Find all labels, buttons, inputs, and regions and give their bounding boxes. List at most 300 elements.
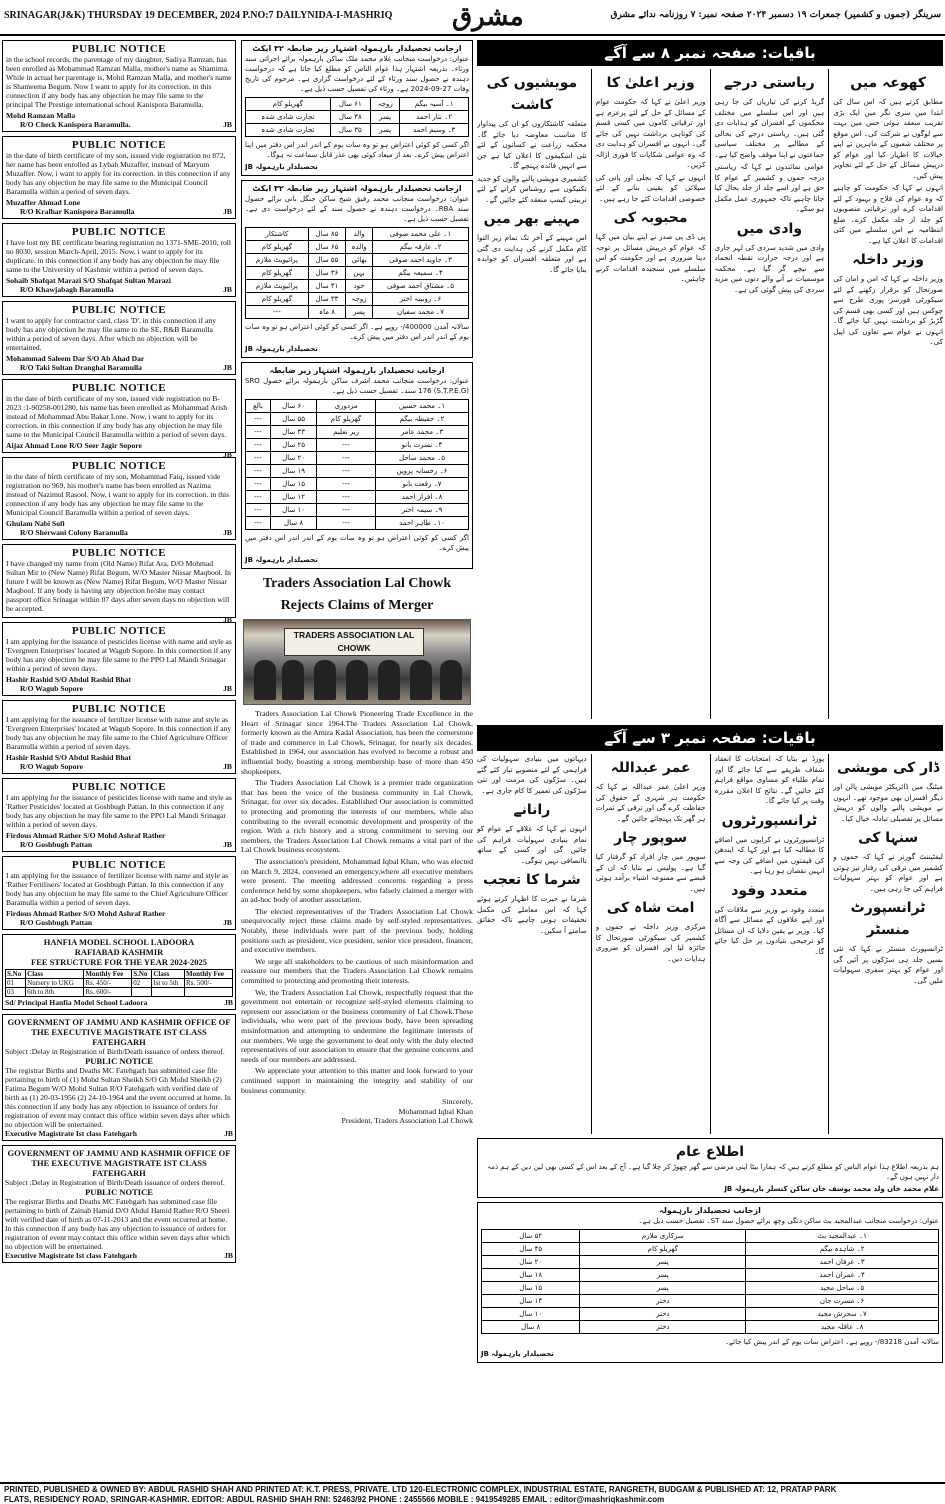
heir-cell: سرکاری ملازم [580, 1230, 746, 1243]
heir-cell: ۳۳ سال [308, 293, 345, 306]
fee-cell [152, 988, 185, 997]
heir-cell: بھائی [346, 254, 373, 267]
middle-column [241, 40, 473, 1480]
fee-jb: JB [224, 998, 233, 1007]
heir-cell: گھریلو کام [317, 413, 376, 426]
urdu-notice-1-sign: تحصیلدار بارہمولہ JB [245, 163, 318, 171]
heir-cell: ۱۔ عبدالمجید بٹ [746, 1230, 939, 1243]
urdu-notice-3-heading: ازجانب تحصیلدار بارہمولہ اشتہار زیر ضابطہ [269, 366, 445, 375]
heir-cell: گھریلو کام [246, 267, 309, 280]
heir-row [246, 306, 469, 319]
heir-cell: ۱۸ سال [482, 1269, 580, 1282]
column-divider [828, 69, 829, 719]
notice-jb: JB [223, 450, 232, 459]
heir-row [482, 1269, 939, 1282]
notice-body: in the school records, the parentage of my daughter, Sadiya Ramzan, has been enrolled as Mohammad Ramzan Malla, mother's name as Shamima. While in actual her parentage is, Mohd Ramzan Malla, and mother's name is Shameema Begum. Now I want to apply for its correction. in this connection if any body has any objection he may file same to the principal The Prestige international school Kanispora Baramulla. [6, 55, 232, 109]
news-headline: رانانے [513, 802, 551, 818]
news-column [477, 754, 587, 1134]
notice-jb: JB [223, 120, 232, 129]
heir-cell: ۱۲ سال [270, 491, 316, 504]
news-headline: کھوعہ میں [850, 75, 927, 91]
news-paragraph: عوامی نمائندوں نے کہا کہ ریاستی درجہ جموں و کشمیر کے عوام کا حق ہے اور اسے جلد از جلد بحال کیا جانا چاہیے تاکہ جمہوری عمل مکمل ہو سکے۔ [714, 162, 825, 213]
news-paragraph: پی ڈی پی صدر نے اپنے بیان میں کہا کہ عوام کو درپیش مسائل پر توجہ دینا ضروری ہے اور حکومت کو اس سلسلے میں سنجیدہ اقدامات کرنے چاہئیں۔ [595, 232, 706, 283]
notice-title: PUBLIC NOTICE [71, 781, 167, 793]
heir-row [482, 1321, 939, 1334]
notice-signer: Hashir Rashid S/O Abdul Rashid Bhat [6, 675, 131, 684]
heir-cell: ۷۔ سحرش مجید [746, 1308, 939, 1321]
heir-cell: بہن [346, 267, 373, 280]
heir-row [246, 439, 469, 452]
heir-cell: ۲۰ سال [482, 1256, 580, 1269]
heir-cell: بالغ [246, 400, 271, 413]
gov-jb: JB [224, 1251, 233, 1260]
notice-signature [6, 753, 232, 762]
heir-cell: ۳۔ وسیم احمد [400, 124, 469, 137]
heir-cell: ۲۵ سال [270, 439, 316, 452]
heir-cell: خود [346, 280, 373, 293]
notice-jb: JB [223, 840, 232, 849]
heir-cell: ۲۔ حفیظہ بیگم [375, 413, 468, 426]
heir-cell: ۹۔ سیمہ اختر [375, 504, 468, 517]
urdu-notice-1-body: عنوان: درخواست منجانب غلام محمد ملک ساکن بارہمولہ برائے اجرائی سند ورثاء۔ بذریعہ اشتہار ہذا عوام الناس کو مطلع کیا جاتا ہے کہ درخواست دہندہ نے حصول سند ورثاء کے لئے درخواست گزاری ہے۔ مرحوم کی تاریخ وفات 27-09-2024 ہے۔ ورثاء کی تفصیل حسب ذیل ہے۔ [245, 55, 469, 93]
fee-cell [132, 988, 152, 997]
gov-title: PUBLIC NOTICE [85, 1056, 153, 1066]
heir-cell: --- [317, 452, 376, 465]
heir-cell: --- [246, 452, 271, 465]
news-headline: امت شاہ کی [606, 900, 695, 916]
news-paragraph: اس مہینے کے آخر تک تمام زیر التوا کام مکمل کرنے کی ہدایت دی گئی ہے اور متعلقہ افسران کو جوابدہ بنایا جائے گا۔ [477, 233, 587, 274]
continuation-banner-1: باقیات: صفحہ نمبر ۸ سے آگے [477, 40, 943, 66]
notice-title: PUBLIC NOTICE [71, 703, 167, 715]
news-paragraph: مرکزی وزیر داخلہ نے جموں و کشمیر کی سیکورٹی صورتحال کا جائزہ لیا اور افسران کو ضروری ہدایات دیں۔ [595, 922, 706, 963]
heir-row [246, 267, 469, 280]
notice-address [6, 363, 232, 372]
masthead-logo: مشرق [452, 2, 524, 32]
public-notice [2, 223, 236, 297]
notice-address-text: R/O Taki Sultan Dranghal Baramulla [20, 363, 142, 372]
heir-cell: ۲۔ نثار احمد [400, 111, 469, 124]
news-paragraph: سوپور میں چار افراد کو گرفتار کیا گیا ہے۔ پولیس نے بتایا کہ ان کے قبضے سے ممنوعہ اشیاء برآمد ہوئی ہیں۔ [595, 852, 706, 893]
heir-cell: ۶۰ سال [270, 400, 316, 413]
bottom-news-columns [477, 754, 943, 1134]
fee-sign: Sd/ Principal Hanfia Model School Ladoora [5, 998, 148, 1007]
notice-signature [6, 354, 232, 363]
urdu-notice-3-body: عنوان: درخواست منجانب محمد اشرف ساکن بارہمولہ برائے حصول SRO 176 (S.T.P.E.G) سند۔ تفصیل حسب ذیل ہے۔ [245, 377, 469, 395]
person-figure [440, 660, 462, 700]
person-figure [282, 660, 304, 700]
person-figure [314, 660, 336, 700]
notice-address [6, 285, 232, 294]
notice-title: PUBLIC NOTICE [71, 304, 167, 316]
public-notice [2, 301, 236, 375]
heir-row [246, 452, 469, 465]
notice-signature [6, 675, 232, 684]
heir-cell: مزدوری [317, 400, 376, 413]
notice-jb: JB [223, 528, 232, 537]
notice-signer: Ghulam Nabi Sofi [6, 519, 65, 528]
government-notice [2, 1145, 236, 1263]
fee-cell: 02 [132, 979, 152, 988]
heir-cell: ۱۰ سال [270, 504, 316, 517]
fee-cell: Rs. 600/- [84, 988, 132, 997]
fee-header-cell: Monthly Fee [185, 970, 233, 979]
heir-cell: ۵۲ سال [482, 1230, 580, 1243]
news-column [596, 69, 706, 719]
news-column [715, 754, 825, 1134]
heir-cell: گھریلو کام [246, 293, 309, 306]
news-headline: محبوبہ کی [613, 210, 688, 226]
heir-row [482, 1308, 939, 1321]
column-divider [710, 754, 711, 1134]
heir-cell: ۶۔ روبینہ اختر [373, 293, 469, 306]
notice-signature [6, 519, 232, 528]
heir-cell: ۶۱ سال [330, 98, 370, 111]
heir-row [246, 413, 469, 426]
notice-address [6, 207, 232, 216]
school-place: RAFIABAD KASHMIR [74, 947, 164, 957]
heir-row [246, 426, 469, 439]
heir-cell: والد [346, 228, 373, 241]
heir-cell: ۸۵ سال [308, 228, 345, 241]
heir-cell: --- [317, 517, 376, 530]
heir-cell: ۶۵ سال [308, 241, 345, 254]
heir-cell: پسر [580, 1256, 746, 1269]
school-fee-structure [2, 934, 236, 1010]
notice-title: PUBLIC NOTICE [71, 226, 167, 238]
heir-cell: ۳۸ سال [330, 111, 370, 124]
heir-cell: ۳۵ سال [330, 124, 370, 137]
news-paragraph: وزیر اعلیٰ عمر عبداللہ نے کہا کہ حکومت ہر شہری کے حقوق کی حفاظت کرے گی اور ترقی کے ثمرات ہر گھر تک پہنچائے جائیں گے۔ [595, 782, 706, 823]
masthead [0, 0, 945, 36]
heir-row [482, 1282, 939, 1295]
notice-body: I have lost my BE certificate bearing registration no 1371-SME-2010, roll no 8030, session March-April, 2015. Now, i want to apply for its duplicate. in this connection if any body has any objection he may file same to the University of Kashmir within a period of seven days. [6, 238, 232, 274]
news-column [596, 754, 706, 1134]
heir-cell: گھریلو کام [246, 241, 309, 254]
heir-cell: ۵۵ سال [308, 254, 345, 267]
urdu-notice-1 [241, 40, 473, 176]
notice-signer: Mohd Ramzan Malla [6, 111, 76, 120]
urdu-notice-2-sign: تحصیلدار بارہمولہ JB [245, 345, 318, 353]
imprint-footer [0, 1482, 945, 1504]
notice-address-text: R/O Kralhar Kanispora Baramulla [20, 207, 135, 216]
traders-headline-1: Traders Association Lal Chowk [262, 576, 452, 591]
fee-cell: Ist to 5th [152, 979, 185, 988]
public-notice [2, 778, 236, 852]
fee-header-cell: S.No [132, 970, 152, 979]
masthead-urdu-dateline: سرینگر (جموں و کشمیر) جمعرات ۱۹ دسمبر ۲۰۲۴ صفحہ نمبر: ۷ روزنامہ ندائے مشرق [610, 10, 941, 20]
notice-signature [6, 111, 232, 120]
notice-address-text: R/O Sherwani Colony Baramulla [20, 528, 128, 537]
heir-cell: ۱۔ آسیہ بیگم [400, 98, 469, 111]
notice-address [6, 918, 232, 927]
urdu-notice-3-table [245, 399, 469, 530]
heir-row [246, 241, 469, 254]
heir-cell: پسر [346, 306, 373, 319]
heir-cell: پسر [371, 124, 400, 137]
heir-cell: ۲۔ عارفہ بیگم [373, 241, 469, 254]
ittila-title: اطلاع عام [675, 1144, 745, 1160]
urdu-notice-2 [241, 180, 473, 358]
notice-jb: JB [223, 762, 232, 771]
heir-cell: --- [246, 413, 271, 426]
fee-row [6, 988, 233, 997]
news-column [833, 69, 943, 719]
notice-signer: Sohaib Shafqat Marazi S/O Shafqat Sultan Marazi [6, 276, 171, 285]
news-column [833, 754, 943, 1134]
notice-title: PUBLIC NOTICE [71, 43, 167, 55]
notice-address-text: R/O Goshbugh Pattan [20, 918, 93, 927]
heir-cell: ۳۔ محمد عامر [375, 426, 468, 439]
heir-cell: کاشتکار [246, 228, 309, 241]
heir-cell: --- [317, 504, 376, 517]
heir-cell: ۷۔ رفعت بانو [375, 478, 468, 491]
fee-cell: Nursery to UKG [26, 979, 84, 988]
traders-signer: Mohammad Iqbal Khan [398, 1106, 473, 1116]
gov-subject: Subject :Delay in Registration of Birth/Death issuance of orders thereof. [5, 1047, 225, 1056]
urdu-notice-2-heading: ازجانب تحصیلدار بارہمولہ اشتہار زیر ضابطہ ۳۲ ایکٹ [252, 184, 462, 193]
news-paragraph: وزیر داخلہ نے کہا کہ امن و امان کی صورتحال کو برقرار رکھنے کے لئے سیکورٹی فورسز پوری طرح سے چوکس ہیں اور کسی بھی قسم کی گڑبڑ کو برداشت نہیں کیا جائے گا۔ انہوں نے عوام سے تعاون کی اپیل کی۔ [833, 274, 943, 346]
fee-cell: 03 [6, 988, 26, 997]
traders-banner: TRADERS ASSOCIATION LAL CHOWK [284, 628, 424, 656]
traders-paragraph: Traders Association Lal Chowk Pioneering Trade Excellence in the Heart of Srinagar since 1964.The Traders Association Lal Chowk, formerly known as the Amira Kadal Association, has been the cornerstone of trade and commerce in Lal Chowk, Srinagar, for nearly six decades. Established in 1964, our association has evolved to become a robust and influential body, boasting a strong membership base of more than 450 shopkeepers. [241, 709, 473, 776]
traders-paragraph: We, the Traders Association Lal Chowk, respectfully request that the government not entertain or recognize self-styled elements claiming to represent our association or the business community of Lal Chowk.These individuals, who were part of the previous body, have been spreading misinformation and attempting to undermine the legitimate interests of our members. We urge the government to deal only with the duly elected representatives of our association to ensure that the genuine concerns and needs of our members are addressed. [241, 987, 473, 1064]
heir-row [246, 293, 469, 306]
heir-cell: گھریلو کام [246, 98, 331, 111]
news-paragraph: وادی میں شدید سردی کی لہر جاری ہے اور درجہ حرارت نقطہ انجماد سے نیچے گر گیا ہے۔ محکمہ موسمیات نے آنے والے دنوں میں مزید سردی کی پیش گوئی کی ہے۔ [714, 242, 825, 294]
heir-cell: --- [246, 426, 271, 439]
public-notices-column [2, 40, 236, 1480]
news-headline: مہینے بھر میں [483, 211, 581, 227]
heir-cell: زیر تعلیم [317, 426, 376, 439]
notice-body: I am applying for the issuance of pesticides license with name and style as 'Evergreen Enterprises' located at Wagub Sopore. In this connection if any body has any objection he may file same to the PPO Lal Mandi Srinagar within a period of seven days. [6, 637, 232, 673]
notice-body: I am applying for the issuance of fertilizer license with name and style as 'Evergreen Enterprises' located at Wagub Sopore. In this connection if any body has any objection he may file same to the Chief Agriculture Officer Baramulla within a period of seven days. [6, 715, 232, 751]
heir-cell: --- [246, 439, 271, 452]
public-notice [2, 379, 236, 459]
fee-title: FEE STRUCTURE FOR THE YEAR 2024-2025 [31, 957, 207, 967]
traders-signer-title: President, Traders Association Lal Chowk [341, 1116, 473, 1126]
fee-cell: 6th to 8th [26, 988, 84, 997]
heir-cell: ۵۔ محمد ساحل [375, 452, 468, 465]
notice-jb: JB [223, 684, 232, 693]
heir-cell: ۵۔ مشتاق احمد صوفی [373, 280, 469, 293]
notice-signature [6, 831, 232, 840]
public-notice [2, 622, 236, 696]
news-paragraph: وزیر اعلیٰ نے کہا کہ حکومت عوام کے مسائل کے حل کے لئے پرعزم ہے اور ترقیاتی کاموں میں کسی قسم کی کوتاہی برداشت نہیں کی جائے گی۔ انہوں نے افسران کو ہدایت دی کہ وہ عوامی شکایات کا فوری ازالہ کریں۔ [595, 97, 706, 169]
heir-cell: ۲۔ شاہدہ بیگم [746, 1243, 939, 1256]
ittila-and-notice-stack [477, 1134, 943, 1367]
urdu-notice-4-heading: ازجانب تحصیلدار بارہمولہ [659, 1206, 761, 1215]
notice-body: I am applying for the issuance of fertilizer license with name and style as 'Rather Fertilisers' located at Goshbugh Pattan. In this connection if any body has any objection he may file same to the Chief Agriculture Officer Baramulla within a period of seven days. [6, 871, 229, 907]
heir-cell: --- [246, 465, 271, 478]
heir-cell: --- [246, 478, 271, 491]
heir-cell: ۴۔ عمران احمد [746, 1269, 939, 1282]
traders-paragraph: We appreciate your attention to this matter and look forward to your continued support in maintaining the integrity and stability of our business community. [241, 1066, 473, 1095]
person-figure [410, 660, 432, 700]
urdu-notice-2-footer: سالانہ آمدن 400000/- روپے ہے۔ اگر کسی کو کوئی اعتراض ہو تو وہ سات یوم کے اندر اندر اس دفتر میں پیش کرے۔ [245, 323, 469, 341]
notice-signer: Firdous Ahmad Rather S/O Mohd Ashraf Rather [6, 831, 166, 840]
gov-header: GOVERNMENT OF JAMMU AND KASHMIR OFFICE OF THE EXECUTIVE MAGISTRATE IST CLASS FATEHGARH [7, 1148, 231, 1178]
notice-body: I want to apply for contractor card, class 'D'. in this connection if any body has any objection he may file same to the SE, R&B Baramulla within a period of seven days. After which no objection will be entertained. [6, 316, 217, 352]
heir-cell: دختر [580, 1321, 746, 1334]
column-divider [828, 754, 829, 1134]
heir-row [246, 98, 469, 111]
news-paragraph: ٹرانسپورٹ منسٹر نے کہا کہ نئی بسیں جلد ہی سڑکوں پر آئیں گی اور عوام کو بہتر سفری سہولیات ملیں گی۔ [833, 944, 943, 985]
heir-cell: ۱۹ سال [270, 465, 316, 478]
urdu-notice-4-footer: سالانہ آمدن 83218/- روپے ہے۔ اعتراض سات یوم کے اندر پیش کیا جائے۔ [724, 1338, 939, 1346]
heir-cell: گھریلو کام [580, 1243, 746, 1256]
heir-cell: ۳۔ عرفان احمد [746, 1256, 939, 1269]
heir-cell: ۴۔ نسرت بانو [375, 439, 468, 452]
heir-cell: ۵۔ ساحل مجید [746, 1282, 939, 1295]
heir-row [246, 517, 469, 530]
traders-headline-2: Rejects Claims of Merger [280, 598, 434, 613]
notice-title: PUBLIC NOTICE [71, 859, 167, 871]
heir-cell: ۴۱ سال [308, 280, 345, 293]
column-divider [591, 754, 592, 1134]
public-notice [2, 40, 236, 132]
heir-cell: ۷۔ محمد سفیان [373, 306, 469, 319]
public-notice [2, 544, 236, 624]
notice-jb: JB [223, 207, 232, 216]
notice-signer: Hashir Rashid S/O Abdul Rashid Bhat [6, 753, 131, 762]
news-paragraph: لیفٹیننٹ گورنر نے کہا کہ جموں و کشمیر میں ترقی کی رفتار تیز ہوئی ہے اور عوام کو بہتر سہولیات فراہم کی جا رہی ہیں۔ [833, 852, 943, 893]
heir-row [482, 1295, 939, 1308]
news-paragraph: دیہاتوں میں بنیادی سہولیات کی فراہمی کے لئے منصوبے تیار کئے گئے ہیں۔ سڑکوں کی مرمت اور نئی سڑکوں کی تعمیر کا کام جاری ہے۔ [477, 754, 587, 795]
notice-body: I am applying for the issuance of pesticides license with name and style as 'Rather Pesticides' located at Goshbugh Pattan. In this connection if any body has any objection he may file same to the PPO Lal Mandi Srinagar within a period of seven days. [6, 793, 232, 829]
news-headline: ریاستی درجے [724, 75, 815, 91]
fee-cell: 01 [6, 979, 26, 988]
ittila-body: ہم بذریعہ اطلاع ہذا عوام الناس کو مطلع کرتے ہیں کہ ہمارا بیٹا اپنی مرضی سے گھر چھوڑ کر چلا گیا ہے۔ آج کے بعد اس کے کسی بھی لین دین کے ہم ذمہ دار نہیں ہوں گے۔ [487, 1163, 939, 1181]
heir-cell: تجارت شادی شدہ [246, 111, 331, 124]
ittila-aam-notice [477, 1138, 943, 1198]
heir-row [482, 1256, 939, 1269]
notice-jb: JB [223, 363, 232, 372]
urdu-notice-4 [477, 1202, 943, 1363]
news-headline: وزیر اعلیٰ کا [606, 75, 695, 91]
heir-cell: ۸۔ افراز احمد [375, 491, 468, 504]
gov-signature [5, 1251, 233, 1260]
urdu-news-area [477, 40, 943, 1480]
news-headline: وزیر داخلہ [852, 252, 924, 268]
traders-photo [243, 619, 471, 705]
urdu-notice-3 [241, 362, 473, 569]
public-notice [2, 136, 236, 219]
notice-body: in the date of birth certificate of my son, Mohammad Faiq, issued vide registration no 969, his mother's name has been enrolled as Nazima instead of Nazimul Rasool. Now, i want to apply for its correction. in this connection if any body has any objection he may file same to the Municipal Council Baramulla within a period of seven days. [6, 472, 230, 517]
news-paragraph: انہوں نے کہا کہ علاقے کے عوام کو تمام بنیادی سہولیات فراہم کی جائیں گی اور کسی کے ساتھ ناانصافی نہیں ہوگی۔ [477, 824, 587, 865]
heir-row [482, 1230, 939, 1243]
heir-cell: ۱۵ سال [270, 478, 316, 491]
urdu-notice-3-sign: تحصیلدار بارہمولہ JB [245, 556, 318, 564]
imprint-line-1: PRINTED, PUBLISHED & OWNED BY: ABDUL RASHID SHAH AND PRINTED AT: K.T. PRESS, PRIVATE. LTD 120-ELECTRONIC COMPLEX, INDUSTRIAL ESTATE, RANGRETH, BUDGAM & PUBLISHED AT: 12, PRATAP PARK [4, 1485, 837, 1494]
notice-signature [6, 909, 232, 918]
school-name: HANFIA MODEL SCHOOL LADOORA [43, 937, 195, 947]
gov-signer: Executive Magistrate Ist class Fatehgarh [5, 1129, 138, 1138]
top-news-columns [477, 69, 943, 719]
government-notice [2, 1014, 236, 1141]
notice-title: PUBLIC NOTICE [71, 547, 167, 559]
person-figure [378, 660, 400, 700]
heir-cell: ۴۔ سمیعہ بیگم [373, 267, 469, 280]
fee-cell: Rs. 450/- [84, 979, 132, 988]
fee-header-cell: Class [152, 970, 185, 979]
notice-title: PUBLIC NOTICE [71, 382, 167, 394]
news-paragraph: بورڈ نے بتایا کہ امتحانات کا انعقاد شفاف طریقے سے کیا جائے گا اور تمام طلباء کو مساوی مواقع فراہم کئے جائیں گے۔ نتائج کا اعلان مقررہ وقت پر کیا جائے گا۔ [714, 754, 825, 805]
news-paragraph: کشمیری مویشی پالنے والوں کو جدید تکنیکوں سے روشناس کرانے کے لئے تربیتی کیمپ منعقد کئے جائیں گے۔ [477, 173, 587, 204]
news-headline: ٹرانسپورٹ منسٹر [850, 900, 926, 938]
news-paragraph: گریڈ کرنے کی تیاریاں کی جا رہی ہیں اور اس سلسلے میں مختلف محکموں کے افسران کو ہدایات دی گئی ہیں۔ ریاستی درجے کی بحالی کے مطالبے پر مختلف سیاسی جماعتوں نے اپنا موقف واضح کیا ہے۔ [714, 97, 825, 159]
news-paragraph: مطابق کرتے ہیں کہ اس سال کی ابتدا میں سری نگر میں ایک بڑی تقریب منعقد ہوئی جس میں بہت سے لوگوں نے شرکت کی۔ اس موقع پر مختلف شعبوں کے ماہرین نے اپنے خیالات کا اظہار کیا اور عوام کو درپیش مسائل کے حل کے لئے تجاویز پیش کیں۔ [833, 97, 943, 180]
notice-address [6, 528, 232, 537]
notice-address-text: R/O Goshbugh Pattan [20, 840, 93, 849]
heir-cell: --- [246, 491, 271, 504]
urdu-notice-4-sign: تحصیلدار بارہمولہ JB [481, 1350, 554, 1358]
heir-cell: --- [317, 465, 376, 478]
fee-cell: Rs. 500/- [185, 979, 233, 988]
notice-signature [6, 276, 232, 285]
heir-row [246, 400, 469, 413]
gov-body: The registrar Births and Deaths MC Fatehgarh has submitted case file pertaining to birth of Zainab Hamid D/O Abdul Hamid Rather R/O Sheeri with verified date of birth as 07-11-2013 and the event occurred at home. In this connection if any body has any objection to issuance of orders for registration of event may contact this office within seven days after which no objection will be entertained. [5, 1197, 230, 1251]
notice-body: I have changed my name from (Old Name) Rifat Ara, D/O Mohmad Sultan Mir to (New Name) Rifat Begum, W/O Master Nissar Maqbool. In future I will be known as (New Name) Rifat Begum, W/O Master Nissar Maqbool. If any body is having any objection he/she may contact passport office Srinagar within 07 days after seven days no objection will be accepted. [6, 559, 231, 613]
traders-paragraph: The elected representatives of the Traders Association Lal Chowk unequivocally reject these claims made by self-styled representatives. Notably, these individuals were part of the previous body, holding positions such as president, vice president, senior vice president, financer, and executive members. [241, 906, 473, 955]
notice-signer: Firdous Ahmad Rather S/O Mohd Ashraf Rather [6, 909, 166, 918]
heir-cell: ۸ سال [482, 1321, 580, 1334]
notice-address-text: R/O Khawjabagh Baramulla [20, 285, 114, 294]
news-paragraph: متعلقہ کاشتکاروں کو ان کی پیداوار کا مناسب معاوضہ دیا جائے گا۔ محکمہ زراعت نے کسانوں کے لئے نئی اسکیموں کا اعلان کیا ہے جن سے انہیں فائدہ پہنچے گا۔ [477, 119, 587, 170]
notice-address-text: R/O Check Kanispora Baramulla. [20, 120, 131, 129]
urdu-notice-1-heading: ازجانب تحصیلدار بارہمولہ اشتہار زیر ضابطہ ۳۲ ایکٹ [252, 44, 462, 53]
heir-cell: --- [317, 491, 376, 504]
heir-cell: ۲۰ سال [270, 452, 316, 465]
urdu-notice-2-table [245, 227, 469, 319]
heir-row [482, 1243, 939, 1256]
heir-row [246, 280, 469, 293]
news-headline: متعدد وفود [731, 882, 808, 899]
notice-address [6, 684, 232, 693]
heir-cell: --- [317, 439, 376, 452]
gov-body: The registrar Births and Deaths MC Fatehgarh has submitted case file pertaining to birth of (1) Mohd Sultan Sheikh S/O Gh Mohd Sheikh (2) Fatima Begum W/O Mohd Sultan R/O Fatehgarh with verified date of birth as (1) 20-03-1956 (2) 24-10-1964 and the event occurred at home. In this connection if any body has any objection to issuance of orders for registration of event may contact this office within seven days after which no objection will be entertained. [5, 1066, 231, 1129]
heir-row [246, 254, 469, 267]
notice-address [6, 840, 232, 849]
fee-header-cell: Monthly Fee [84, 970, 132, 979]
column-divider [591, 69, 592, 719]
heir-cell: پسر [580, 1282, 746, 1295]
heir-cell: دختر [580, 1295, 746, 1308]
heir-cell: ۳۔ جاوید احمد صوفی [373, 254, 469, 267]
notice-signer: Muzaffer Ahmad Lone [6, 198, 81, 207]
notice-jb: JB [223, 615, 232, 624]
heir-cell: ۱۰۔ طاہر احمد [375, 517, 468, 530]
notice-title: PUBLIC NOTICE [71, 625, 167, 637]
gov-header: GOVERNMENT OF JAMMU AND KASHMIR OFFICE OF THE EXECUTIVE MAGISTRATE IST CLASS FATEHGARH [7, 1017, 231, 1047]
news-headline: ڈار کی مویشی [836, 760, 940, 776]
person-figure [346, 660, 368, 700]
traders-paragraph: The Traders Association Lal Chowk is a premier trade organization that has been the voice of the business community in Lal Chowk, Srinagar, for over six decades. Established Our association is committed to protecting and promoting the interests of our members, while also contributing to the overall economic development and prosperity of the region. With a rich history and a strong commitment to serving our members, the Traders Association Lal Chowk remains a vital part of the Lal Chowk business ecosystem. [241, 778, 473, 855]
news-paragraph: انہوں نے کہا کہ بجلی اور پانی کی سپلائی کو یقینی بنانے کے لئے خصوصی اقدامات کئے جا رہے ہیں۔ [595, 172, 706, 203]
gov-signature [5, 1129, 233, 1138]
fee-row [6, 979, 233, 988]
traders-article [241, 573, 473, 1126]
news-paragraph: انہوں نے کہا کہ حکومت کو چاہیے کہ وہ عوام کی فلاح و بہبود کے لئے اقدامات کرے اور ترقیاتی منصوبوں کو جلد از جلد مکمل کرے۔ ضلع انتظامیہ نے اس سلسلے میں کئی اقدامات کا اعلان کیا ہے۔ [833, 183, 943, 245]
heir-cell: والدہ [346, 241, 373, 254]
heir-cell: ۸۔ عاقلہ مجید [746, 1321, 939, 1334]
notice-signature [6, 198, 232, 207]
notice-jb: JB [223, 918, 232, 927]
public-notice [2, 457, 236, 540]
notice-body: in the date of birth certificate of my son, issued vide registration no B-2023 :1-90258-001280, his name has been enrolled as Mohammad Arish instead of Mohammad Abu Bakar Lone. Now, i want to apply for its correction. in this connection if any body has any objection he may file same to the Municipal Council Baramulla within a period of seven days. [6, 394, 228, 439]
heir-cell: ۶۔ مسرت جان [746, 1295, 939, 1308]
news-headline: سوپور چار [614, 830, 688, 846]
heir-cell: ۱۵ سال [482, 1282, 580, 1295]
